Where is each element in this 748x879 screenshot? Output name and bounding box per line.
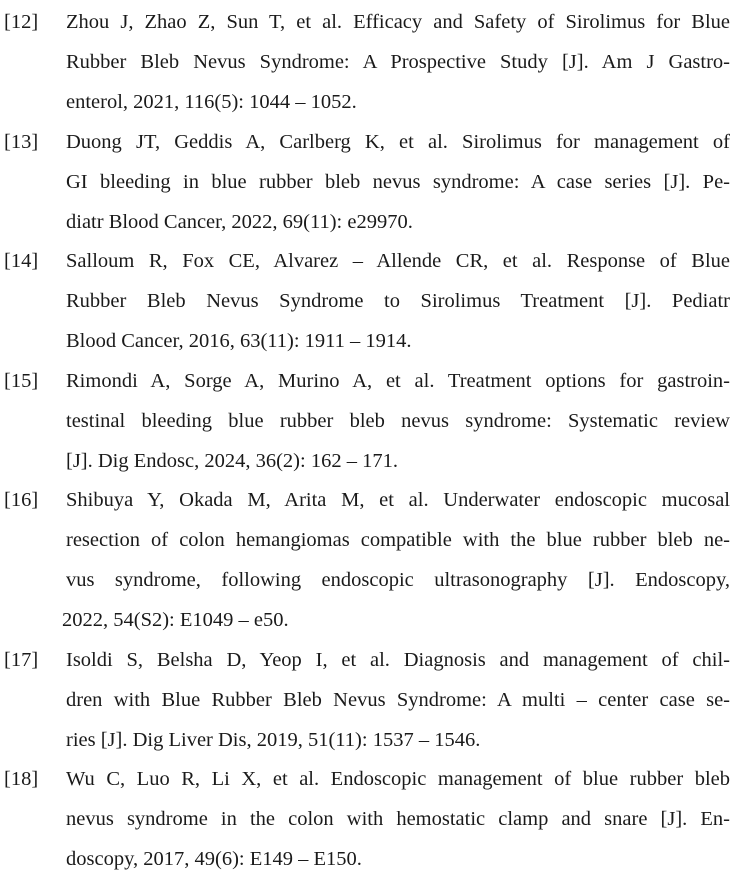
- reference-line: doscopy, 2017, 49(6): E149 – E150.: [66, 848, 362, 870]
- reference-line: Wu C, Luo R, Li X, et al. Endoscopic management of blue rubber bleb: [66, 768, 730, 790]
- reference-line: nevus syndrome in the colon with hemostatic clamp and snare [J]. En-: [66, 808, 730, 830]
- reference-line: diatr Blood Cancer, 2022, 69(11): e29970.: [66, 211, 413, 233]
- reference-number: [12]: [4, 11, 39, 33]
- reference-line: GI bleeding in blue rubber bleb nevus syndrome: A case series [J]. Pe-: [66, 171, 730, 193]
- reference-line: Zhou J, Zhao Z, Sun T, et al. Efficacy and Safety of Sirolimus for Blue: [66, 11, 730, 33]
- reference-line: 2022, 54(S2): E1049 – e50.: [62, 609, 289, 631]
- reference-number: [18]: [4, 768, 39, 790]
- reference-line: dren with Blue Rubber Bleb Nevus Syndrome: A multi – center case se-: [66, 689, 730, 711]
- reference-line: Rimondi A, Sorge A, Murino A, et al. Treatment options for gastroin-: [66, 370, 730, 392]
- reference-line: ries [J]. Dig Liver Dis, 2019, 51(11): 1537 – 1546.: [66, 729, 481, 751]
- reference-line: resection of colon hemangiomas compatible with the blue rubber bleb ne-: [66, 529, 730, 551]
- reference-line: vus syndrome, following endoscopic ultrasonography [J]. Endoscopy,: [66, 569, 730, 591]
- reference-line: testinal bleeding blue rubber bleb nevus syndrome: Systematic review: [66, 410, 730, 432]
- reference-line: Rubber Bleb Nevus Syndrome: A Prospective Study [J]. Am J Gastro-: [66, 51, 730, 73]
- reference-number: [17]: [4, 649, 39, 671]
- reference-line: Isoldi S, Belsha D, Yeop I, et al. Diagnosis and management of chil-: [66, 649, 730, 671]
- reference-line: [J]. Dig Endosc, 2024, 36(2): 162 – 171.: [66, 450, 398, 472]
- reference-number: [13]: [4, 131, 39, 153]
- reference-line: Shibuya Y, Okada M, Arita M, et al. Underwater endoscopic mucosal: [66, 489, 730, 511]
- reference-line: Rubber Bleb Nevus Syndrome to Sirolimus Treatment [J]. Pediatr: [66, 290, 730, 312]
- reference-number: [15]: [4, 370, 39, 392]
- reference-number: [14]: [4, 250, 39, 272]
- reference-number: [16]: [4, 489, 39, 511]
- reference-line: Blood Cancer, 2016, 63(11): 1911 – 1914.: [66, 330, 412, 352]
- reference-line: Duong JT, Geddis A, Carlberg K, et al. Sirolimus for management of: [66, 131, 730, 153]
- reference-line: Salloum R, Fox CE, Alvarez – Allende CR, et al. Response of Blue: [66, 250, 730, 272]
- reference-line: enterol, 2021, 116(5): 1044 – 1052.: [66, 91, 357, 113]
